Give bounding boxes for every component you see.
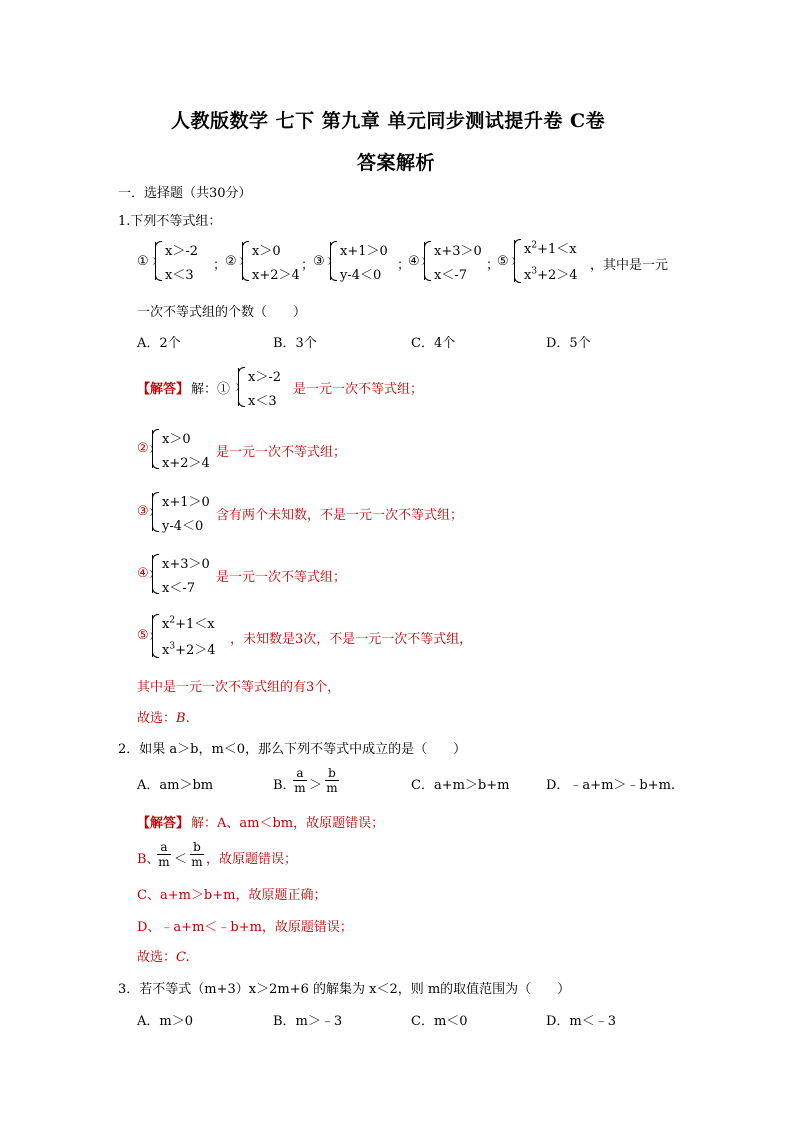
q2-option-b-frac1: $\frac{a}{m}$ xyxy=(294,766,306,795)
q2-answer-b-lead: B、 xyxy=(137,852,160,867)
q3-option-c: C．m＜0 xyxy=(411,1014,468,1029)
q1-circ-5: ⑤ xyxy=(497,254,509,269)
q2-choose: 故选：C. xyxy=(137,950,190,965)
brace-icon xyxy=(242,242,250,280)
q1-answer-2: 是一元一次不等式组； xyxy=(216,445,347,460)
q3-option-d: D．m＜﹣3 xyxy=(546,1014,617,1029)
q1-summary: 其中是一元一次不等式组的有3个， xyxy=(137,680,341,695)
q1-option-c: C．4个 xyxy=(411,336,456,351)
q2-answer-b-frac2: $\frac{b}{m}$ xyxy=(191,840,203,869)
q2-option-c: C．a+m＞b+m xyxy=(411,778,510,793)
page-subtitle: 答案解析 xyxy=(357,152,436,174)
q1-stem-line2: 一次不等式组的个数（ ） xyxy=(137,305,307,320)
q1-answer-1: 是一元一次不等式组； xyxy=(293,382,424,397)
q2-answer-d: D、﹣a+m＜﹣b+m，故原题错误； xyxy=(137,920,353,935)
brace-icon xyxy=(152,493,160,531)
section-heading: 一．选择题（共30分） xyxy=(118,186,252,201)
q1-stem: 1.下列不等式组： xyxy=(118,214,222,229)
q1-answer-3: 含有两个未知数，不是一元一次不等式组； xyxy=(216,508,464,523)
q1-option-b: B．3个 xyxy=(273,336,317,351)
q1-circ-3: ③ xyxy=(313,254,325,269)
q1-circ-4: ④ xyxy=(408,254,420,269)
q3-option-b: B．m＞﹣3 xyxy=(273,1014,343,1029)
q1-answer-circ-5: ⑤ xyxy=(137,628,149,643)
q2-option-b-label: B． xyxy=(273,778,296,793)
q2-option-d: D．﹣a+m＞﹣b+m. xyxy=(546,778,676,793)
q2-answer-b-tail: ，故原题错误； xyxy=(206,852,298,867)
brace-icon xyxy=(330,242,338,280)
q3-stem: 3．若不等式（m+3）x＞2m+6 的解集为 x＜2，则 m的取值范围为（ ） xyxy=(118,982,571,997)
brace-icon xyxy=(424,242,432,280)
q2-answer-a: 解：A、am＜bm，故原题错误； xyxy=(191,816,385,831)
q1-option-a: A．2个 xyxy=(137,336,181,351)
q1-answer-circ-4: ④ xyxy=(137,566,149,581)
q1-answer-lead: 解：① xyxy=(191,382,231,397)
q1-choose: 故选：B. xyxy=(137,711,190,726)
q1-answer-circ-3: ③ xyxy=(137,504,149,519)
q2-answer-tag: 【解答】 xyxy=(137,816,190,831)
brace-icon xyxy=(238,368,246,406)
q1-circ-1: ① xyxy=(137,254,149,269)
brace-icon xyxy=(514,240,522,282)
page-title: 人教版数学 七下 第九章 单元同步测试提升卷 C卷 xyxy=(171,110,606,132)
q1-answer-4: 是一元一次不等式组； xyxy=(216,570,347,585)
q1-circ-2: ② xyxy=(225,254,237,269)
q2-option-a: A．am＞bm xyxy=(137,778,214,793)
brace-icon xyxy=(152,555,160,593)
brace-icon xyxy=(155,242,163,280)
q1-answer-tag: 【解答】 xyxy=(137,382,190,397)
q2-answer-b-frac1: $\frac{a}{m}$ xyxy=(158,840,170,869)
q3-option-a: A．m＞0 xyxy=(137,1014,193,1029)
q1-answer-circ-2: ② xyxy=(137,441,149,456)
q1-option-d: D．5个 xyxy=(546,336,591,351)
q2-option-b-frac2: $\frac{b}{m}$ xyxy=(326,766,338,795)
brace-icon xyxy=(152,430,160,468)
q1-stem-tail: ，其中是一元 xyxy=(590,258,669,273)
brace-icon xyxy=(152,615,160,657)
q1-answer-5: ，未知数是3次，不是一元一次不等式组， xyxy=(230,632,473,647)
q2-answer-c: C、a+m＞b+m，故原题正确； xyxy=(137,888,327,903)
q2-stem: 2．如果 a＞b，m＜0，那么下列不等式中成立的是（ ） xyxy=(118,742,467,757)
